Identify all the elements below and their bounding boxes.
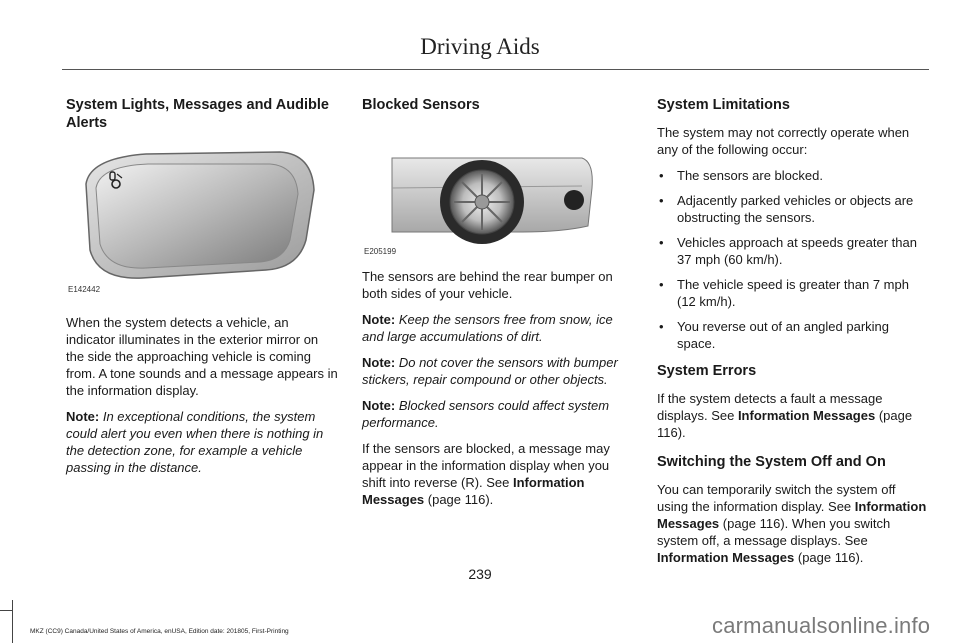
list-item-text: The vehicle speed is greater than 7 mph (12 km/h). (677, 277, 909, 309)
page-header-title: Driving Aids (420, 34, 540, 59)
note-text: Blocked sensors could affect system performance. (362, 398, 610, 430)
bullet: • (659, 319, 664, 334)
switching-paragraph (657, 481, 929, 566)
crop-mark (12, 600, 13, 643)
note-label: Note: (362, 355, 396, 370)
info-messages-link[interactable]: Information Messages (657, 550, 795, 565)
info-messages-link[interactable]: Information Messages (362, 475, 585, 507)
limitations-list (657, 167, 929, 352)
list-item-text: The sensors are blocked. (677, 168, 823, 183)
section-heading-limitations: System Limitations (657, 97, 790, 113)
header-rule (62, 69, 929, 70)
list-item-text: You reverse out of an angled parking space. (677, 319, 890, 351)
note-label: Note: (66, 409, 100, 424)
footer-edition-info: MKZ (CC9) Canada/United States of America, enUSA, Edition date: 201805, First-Printing (30, 628, 289, 635)
note-label: Note: (362, 312, 396, 327)
paragraph-text: (page 116). (424, 492, 494, 507)
section-heading-blocked-sensors: Blocked Sensors (362, 97, 480, 113)
crop-mark (0, 610, 12, 611)
column-2 (362, 96, 634, 517)
page-number: 239 (468, 566, 492, 582)
sensor-location-icon (564, 190, 584, 210)
info-messages-link[interactable]: Information Messages (657, 499, 927, 531)
list-item (657, 234, 929, 268)
paragraph-text: If the sensors are blocked, a message may appear in the information display when you shift into reverse (R). See (362, 441, 610, 490)
section-heading-errors: System Errors (657, 363, 757, 379)
note-label: Note: (362, 398, 396, 413)
bumper-figure (362, 128, 634, 258)
bullet: • (659, 168, 664, 183)
paragraph-text: If the system detects a fault a message displays. See (657, 391, 883, 423)
limitations-intro: The system may not correctly operate when any of the following occur: (657, 125, 910, 157)
section-heading-switching: Switching the System Off and On (657, 454, 886, 470)
errors-paragraph (657, 390, 929, 441)
info-messages-link[interactable]: Information Messages (737, 408, 876, 423)
mirror-illustration (66, 144, 338, 296)
sensors-paragraph: The sensors are behind the rear bumper on both sides of your vehicle. (362, 269, 613, 301)
column-3 (657, 96, 929, 575)
figure-code: E142442 (68, 285, 101, 294)
sensors-paragraph-2 (362, 440, 634, 508)
note-text: In exceptional conditions, the system could alert you even when there is nothing in the detection zone, for example a vehicle passing in the distance. (66, 409, 324, 475)
list-item (657, 318, 929, 352)
paragraph-text: (page 116). (794, 550, 864, 565)
paragraph-text: (page 116). When you switch system off, a message displays. See (657, 516, 891, 548)
list-item (657, 167, 929, 184)
bullet: • (659, 277, 664, 292)
paragraph-text: You can temporarily switch the system off using the information display. See (657, 482, 896, 514)
rear-bumper-illustration (362, 128, 634, 258)
list-item-text: Adjacently parked vehicles or objects are obstructing the sensors. (677, 193, 914, 225)
watermark: carmanualsonline.info (712, 613, 931, 638)
section-heading-alerts: System Lights, Messages and Audible Alerts (66, 97, 329, 131)
note-text: Do not cover the sensors with bumper stickers, repair compound or other objects. (362, 355, 618, 387)
sensors-note-3 (362, 397, 634, 431)
mirror-figure (66, 144, 338, 296)
list-item (657, 192, 929, 226)
list-item-text: Vehicles approach at speeds greater than 37 mph (60 km/h). (677, 235, 917, 267)
bullet: • (659, 235, 664, 250)
figure-code: E205199 (364, 247, 397, 256)
paragraph-text: (page 116). (657, 408, 913, 440)
column-1 (66, 96, 338, 485)
note-text: Keep the sensors free from snow, ice and large accumulations of dirt. (362, 312, 613, 344)
alerts-paragraph: When the system detects a vehicle, an indicator illuminates in the exterior mirror on the side the approaching vehicle is coming from. A tone sounds and a message appears in the information display. (66, 315, 338, 398)
alerts-note (66, 408, 338, 476)
sensors-note-2 (362, 354, 634, 388)
bullet: • (659, 193, 664, 208)
list-item (657, 276, 929, 310)
sensors-note-1 (362, 311, 634, 345)
